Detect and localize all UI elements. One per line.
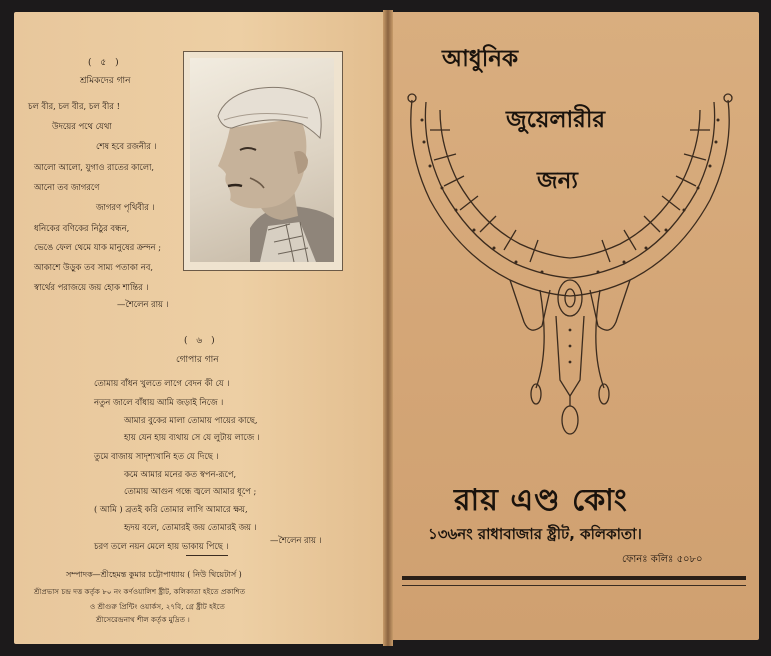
brand-name: রায় এণ্ড কোং: [454, 483, 628, 518]
poem2-line: কমে আমার মনের কত স্বপন-রূপে,: [124, 469, 237, 479]
poem1-line: আনো তব জাগরণে: [34, 182, 100, 192]
poem1-line: উদয়ের পথে যেথা: [52, 121, 112, 131]
man-in-cap-illustration: [190, 58, 334, 262]
poem1-author: —শৈলেন রায় ।: [117, 299, 169, 309]
poem1-line: শেষ হবে রজনীর ।: [96, 141, 157, 151]
poem1-line: আলো আলো, যুগাও রাতের কালো,: [34, 162, 155, 172]
headline-modern: আধুনিক: [442, 46, 519, 72]
headline-jewellery: জুয়েলারীর: [506, 107, 606, 133]
poem1-line: জাগরণ পৃথিবীর ।: [96, 202, 155, 212]
divider-rule: [186, 555, 228, 556]
poem2-line: চরণ তলে নয়ন মেলে হায় ভাকায় পিছে ।: [94, 541, 229, 551]
necklace-illustration: [400, 90, 740, 450]
poem1-line: চল বীর, চল বীর, চল বীর !: [28, 101, 120, 111]
poem1-line: ভেঙে ফেল থেমে যাক মানুষের ক্রন্দন ;: [34, 242, 162, 252]
poem1-line: স্বার্থের পরাজয়ে জয় হোক শান্তির ।: [34, 282, 149, 292]
poem1-line: আকাশে উড়ুক তব সাম্য পতাকা নব,: [34, 262, 154, 272]
footer-printer: শ্রীসেরেন্দ্রনাথ শীল কর্তৃক মুদ্রিত ।: [96, 615, 190, 624]
poem2-line: ( আমি ) ব্রতই করি তোমার লাগি আমারে ক্ষয়,: [94, 504, 248, 514]
poem1-line: ধনিকের বণিকের নিঠুর বন্ধন,: [34, 223, 130, 233]
headline-for: জন্য: [537, 168, 578, 194]
poem2-title: গোপার গান: [176, 355, 219, 365]
poem2-line: হৃদয় বলে, তোমারই জয় তোমারই জয় ।: [124, 522, 257, 532]
portrait-photo: [183, 51, 343, 271]
address: ১৩৬নং রাধাবাজার ষ্ট্রীট, কলিকাতা।: [428, 525, 642, 543]
poem2-line: তোমায় বাঁধন খুলতে লাগে বেদন কী যে ।: [94, 378, 230, 388]
footer-editor: সম্পাদক—শ্রীহেমন্ত কুমার চট্টোপাধ্যায় ( নিউ থিয়েটার্স ): [66, 570, 242, 579]
footer-press: ও শ্রীগুরু প্রিন্টিং ওয়ার্কস, ২৭বি, গ্রে ষ্ট্রীট হইতে: [90, 602, 225, 611]
poem2-number: ( ৬ ): [184, 336, 218, 346]
footer-publisher: শ্রীপ্রভাস চন্দ্র দত্ত কর্তৃক ৮০ নং কর্ণওয়ালিশ ষ্ট্রীট, কলিকাতা হইতে প্রকাশিত: [34, 587, 246, 596]
poem2-line: আমার বুকের মালা তোমায় পায়ের কাছে,: [124, 415, 258, 425]
poem2-line: তোমায় আগুন গন্ধে জ্বলে আমার ধূপে ;: [124, 486, 257, 496]
poem2-author: —শৈলেন রায় ।: [270, 535, 322, 545]
book-gutter: [383, 10, 393, 646]
poem1-title: শ্রমিকদের গান: [80, 76, 131, 86]
poem2-line: হায় যেন হায় ব্যথায় সে যে লুটায় লাজে ।: [124, 432, 260, 442]
bottom-thin-rule: [402, 585, 746, 586]
poem2-line: তুমে বাজায় সাদৃশ্যখানি হত যে দিছে ।: [94, 451, 219, 461]
bottom-thick-rule: [402, 576, 746, 580]
poem1-number: ( ৫ ): [88, 58, 122, 68]
poem2-line: নতুন জালে বাঁধায় আমি জড়াই নিজে ।: [94, 397, 224, 407]
phone-number: ফোনঃ কলিঃ ৫০৮০: [622, 554, 703, 565]
